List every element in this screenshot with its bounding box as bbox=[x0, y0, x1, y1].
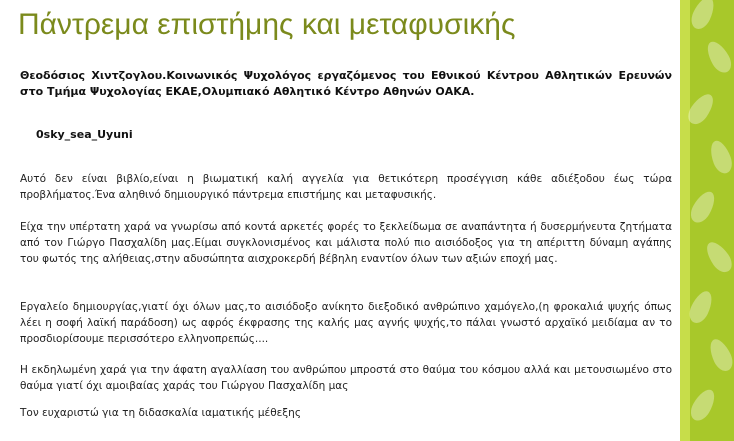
leaf-pattern-icon bbox=[687, 188, 720, 226]
article-paragraph: Αυτό δεν είναι βιβλίο,είναι η βιωματική καλή αγγελία για θετικότερη προσέγγιση κάθε αδιέξοδου έως τώρα προβλήματος.Ένα αληθινό δημιουργικό πάντρεμα επιστήμης και μεταφυσικής. bbox=[20, 173, 672, 201]
leaf-pattern-icon bbox=[703, 38, 734, 76]
decorative-sidebar bbox=[680, 0, 734, 441]
article-paragraph: Η εκδηλωμένη χαρά για την άφατη αγαλλίαση του ανθρώπου μπροστά στο θαύμα του κόσμου αλλά και μετουσιωμένο στο θαύμα γιατί όχι αμοιβαίας χαράς του Γιώργου Πασχαλίδη μας bbox=[20, 364, 672, 392]
leaf-pattern-icon bbox=[702, 238, 734, 276]
leaf-pattern-icon bbox=[706, 336, 734, 374]
article-paragraph: Είχα την υπέρτατη χαρά να γνωρίσω από κοντά αρκετές φορές το ξεκλείδωμα σε αναπάντητα ή δυσερμήνευτα ζητήματα από τον Γιώργο Πασχαλίδη μας.Είμαι συγκλονισμένος και μάλιστα πολύ πιο αισιόδοξος για τη απέριττη δύναμη αγάπης του φωτός της αλήθειας,στην αδυσώπητα αισχροκερδή βέβηλη εναντίον όλων των αξιών εποχή μας. bbox=[20, 221, 672, 265]
article-title: Πάντρεμα επιστήμης και μεταφυσικής bbox=[18, 8, 516, 41]
broken-image-caption: 0sky_sea_Uyuni bbox=[36, 128, 133, 141]
author-info: Θεοδόσιος Χιντζογλου.Κοινωνικός Ψυχολόγος εργαζόμενος του Εθνικού Κέντρου Αθλητικών Ερευνών στο Τμήμα Ψυχολογίας ΕΚΑΕ,Ολυμπιακό Αθλητικό Κέντρο Αθηνών ΟΑΚΑ. bbox=[20, 69, 672, 98]
sidebar-shade bbox=[680, 0, 690, 441]
leaf-pattern-icon bbox=[687, 386, 720, 424]
article-paragraph: Τον ευχαριστώ για τη διδασκαλία ιαματικής μέθεξης bbox=[20, 407, 301, 419]
leaf-pattern-icon bbox=[686, 288, 717, 326]
article-paragraph: Εργαλείο δημιουργίας,γιατί όχι όλων μας,το αισιόδοξο ανίκητο διεξοδικό ανθρώπινο χαμόγελο,(η φροκαλιά ψυχής όπως λέει η σοφή λαϊκή παράδοση) ως αφρός έκφρασης της καλής μας αγνής ψυχής,το πάλαι γνωστό αρχαϊκό μειδίαμα αν το προσδιορίσουμε περισσότερο ελληνοπρεπώς.... bbox=[20, 301, 672, 345]
leaf-pattern-icon bbox=[688, 0, 719, 32]
leaf-pattern-icon bbox=[707, 138, 734, 176]
